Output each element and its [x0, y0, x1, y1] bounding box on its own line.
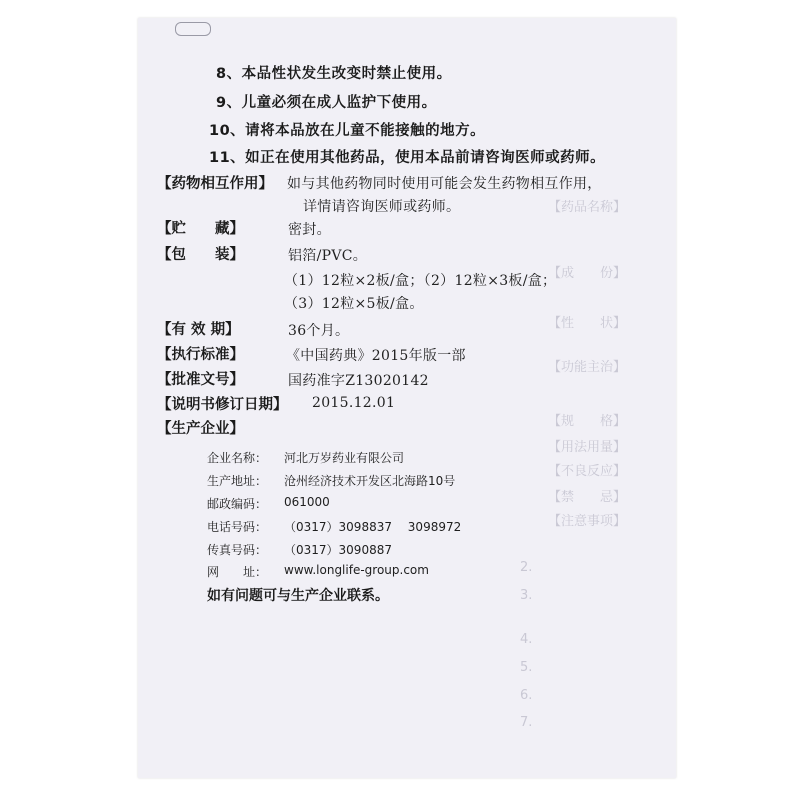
brand-logo	[175, 22, 211, 36]
standard-label: 【执行标准】	[157, 347, 244, 363]
warning-item: 9、儿童必须在成人监护下使用。	[216, 95, 437, 111]
company-fax-label: 传真号码：	[207, 543, 268, 557]
approval-value: 国药准字Z13020142	[288, 373, 429, 389]
storage-label: 【贮 藏】	[157, 221, 244, 237]
company-postcode-label: 邮政编码：	[207, 497, 268, 511]
company-web-label: 网 址：	[207, 565, 268, 579]
company-phone-label: 电话号码：	[207, 520, 268, 534]
package-label: 【包 装】	[157, 247, 244, 263]
interaction-text-2: 详情请咨询医师或药师。	[303, 199, 461, 215]
storage-value: 密封。	[288, 222, 331, 238]
warning-item: 11、如正在使用其他药品，使用本品前请咨询医师或药师。	[209, 150, 606, 166]
package-line-2: （1）12粒×2板/盒；（2）12粒×3板/盒；	[284, 273, 557, 289]
company-address: 沧州经济技术开发区北海路10号	[284, 474, 456, 488]
company-postcode: 061000	[284, 495, 330, 509]
company-phone: （0317）3098837 3098972	[284, 520, 462, 534]
revision-value: 2015.12.01	[312, 395, 396, 411]
interaction-label: 【药物相互作用】	[157, 176, 273, 192]
interaction-text-1: 如与其他药物同时使用可能会发生药物相互作用，	[287, 176, 602, 192]
approval-label: 【批准文号】	[157, 372, 244, 388]
package-line-1: 铝箔/PVC。	[288, 248, 368, 264]
package-line-3: （3）12粒×5板/盒。	[284, 296, 424, 312]
manufacturer-label: 【生产企业】	[157, 421, 244, 437]
warning-item: 10、请将本品放在儿童不能接触的地方。	[209, 123, 486, 139]
company-website: www.longlife-group.com	[284, 563, 429, 577]
company-fax: （0317）3090887	[284, 543, 392, 557]
contact-note: 如有问题可与生产企业联系。	[207, 588, 389, 604]
validity-label: 【有 效 期】	[157, 322, 240, 338]
company-name: 河北万岁药业有限公司	[284, 451, 405, 465]
revision-label: 【说明书修订日期】	[157, 397, 288, 413]
validity-value: 36个月。	[288, 323, 350, 339]
standard-value: 《中国药典》2015年版一部	[286, 348, 466, 364]
warning-item: 8、本品性状发生改变时禁止使用。	[216, 66, 452, 82]
company-address-label: 生产地址：	[207, 474, 268, 488]
company-name-label: 企业名称：	[207, 451, 268, 465]
